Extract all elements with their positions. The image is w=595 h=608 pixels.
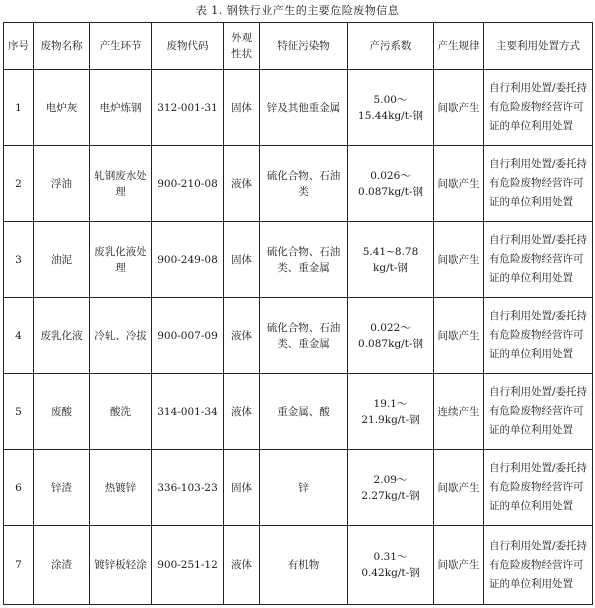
cell-code: 900-210-08 (152, 146, 224, 222)
cell-name: 涂渣 (34, 526, 90, 605)
header-coefficient: 产污系数 (348, 23, 434, 70)
cell-pattern: 间歇产生 (434, 526, 484, 605)
cell-stage: 冷轧、冷拔 (90, 298, 152, 374)
cell-use: 自行利用处置/委托持有危险废物经营许可证的单位利用处置 (484, 450, 593, 526)
table-caption: 表 1. 钢铁行业产生的主要危险废物信息 (195, 4, 400, 17)
table-row (4, 374, 593, 450)
header-code: 废物代码 (152, 23, 224, 70)
cell-form: 固体 (224, 222, 260, 298)
cell-pattern: 连续产生 (434, 374, 484, 450)
cell-pattern: 间歇产生 (434, 450, 484, 526)
header-stage: 产生环节 (90, 23, 152, 70)
cell-no: 3 (4, 222, 34, 298)
header-pattern: 产生规律 (434, 23, 484, 70)
cell-no: 1 (4, 70, 34, 146)
cell-form: 液体 (224, 146, 260, 222)
cell-pattern: 间歇产生 (434, 298, 484, 374)
cell-no: 6 (4, 450, 34, 526)
cell-use: 自行利用处置/委托持有危险废物经营许可证的单位利用处置 (484, 146, 593, 222)
cell-pattern: 间歇产生 (434, 146, 484, 222)
cell-pollutant: 有机物 (260, 526, 348, 605)
cell-no: 5 (4, 374, 34, 450)
cell-form: 液体 (224, 298, 260, 374)
cell-form: 固体 (224, 70, 260, 146)
table-row (4, 526, 593, 605)
cell-pollutant: 硫化合物、石油类、重金属 (260, 298, 348, 374)
cell-no: 4 (4, 298, 34, 374)
cell-no: 7 (4, 526, 34, 605)
cell-use: 自行利用处置/委托持有危险废物经营许可证的单位利用处置 (484, 526, 593, 605)
cell-code: 900-251-12 (152, 526, 224, 605)
table-header-row (4, 23, 593, 70)
cell-pattern: 间歇产生 (434, 70, 484, 146)
cell-use: 自行利用处置/委托持有危险废物经营许可证的单位利用处置 (484, 374, 593, 450)
header-pollutant: 特征污染物 (260, 23, 348, 70)
header-no: 序号 (4, 23, 34, 70)
cell-pollutant: 重金属、酸 (260, 374, 348, 450)
cell-name: 废酸 (34, 374, 90, 450)
cell-stage: 酸洗 (90, 374, 152, 450)
cell-coefficient: 0.31～0.42kg/t-钢 (348, 526, 434, 605)
cell-name: 废乳化液 (34, 298, 90, 374)
cell-coefficient: 19.1～21.9kg/t-钢 (348, 374, 434, 450)
cell-name: 锌渣 (34, 450, 90, 526)
cell-name: 电炉灰 (34, 70, 90, 146)
cell-pattern: 间歇产生 (434, 222, 484, 298)
cell-coefficient: 2.09～2.27kg/t-钢 (348, 450, 434, 526)
cell-code: 900-007-09 (152, 298, 224, 374)
cell-use: 自行利用处置/委托持有危险废物经营许可证的单位利用处置 (484, 222, 593, 298)
cell-stage: 镀锌板轻涂 (90, 526, 152, 605)
cell-coefficient: 5.41~8.78 kg/t-钢 (348, 222, 434, 298)
table-row (4, 450, 593, 526)
cell-code: 900-249-08 (152, 222, 224, 298)
cell-form: 液体 (224, 526, 260, 605)
cell-name: 浮油 (34, 146, 90, 222)
cell-stage: 废乳化液处理 (90, 222, 152, 298)
cell-use: 自行利用处置/委托持有危险废物经营许可证的单位利用处置 (484, 298, 593, 374)
cell-form: 液体 (224, 374, 260, 450)
cell-coefficient: 5.00～15.44kg/t-钢 (348, 70, 434, 146)
cell-stage: 轧钢废水处理 (90, 146, 152, 222)
hazardous-waste-table (3, 22, 593, 605)
cell-stage: 电炉炼钢 (90, 70, 152, 146)
cell-form: 固体 (224, 450, 260, 526)
cell-stage: 热镀锌 (90, 450, 152, 526)
cell-name: 油泥 (34, 222, 90, 298)
table-row (4, 298, 593, 374)
cell-pollutant: 锌及其他重金属 (260, 70, 348, 146)
cell-code: 336-103-23 (152, 450, 224, 526)
header-name: 废物名称 (34, 23, 90, 70)
cell-pollutant: 硫化合物、石油类 (260, 146, 348, 222)
cell-pollutant: 硫化合物、石油类、重金属 (260, 222, 348, 298)
header-form: 外观性状 (224, 23, 260, 70)
cell-pollutant: 锌 (260, 450, 348, 526)
cell-no: 2 (4, 146, 34, 222)
cell-use: 自行利用处置/委托持有危险废物经营许可证的单位利用处置 (484, 70, 593, 146)
cell-code: 312-001-31 (152, 70, 224, 146)
header-use: 主要利用处置方式 (484, 23, 593, 70)
table-row (4, 70, 593, 146)
cell-coefficient: 0.022～0.087kg/t-钢 (348, 298, 434, 374)
cell-coefficient: 0.026～0.087kg/t-钢 (348, 146, 434, 222)
table-row (4, 146, 593, 222)
table-row (4, 222, 593, 298)
cell-code: 314-001-34 (152, 374, 224, 450)
